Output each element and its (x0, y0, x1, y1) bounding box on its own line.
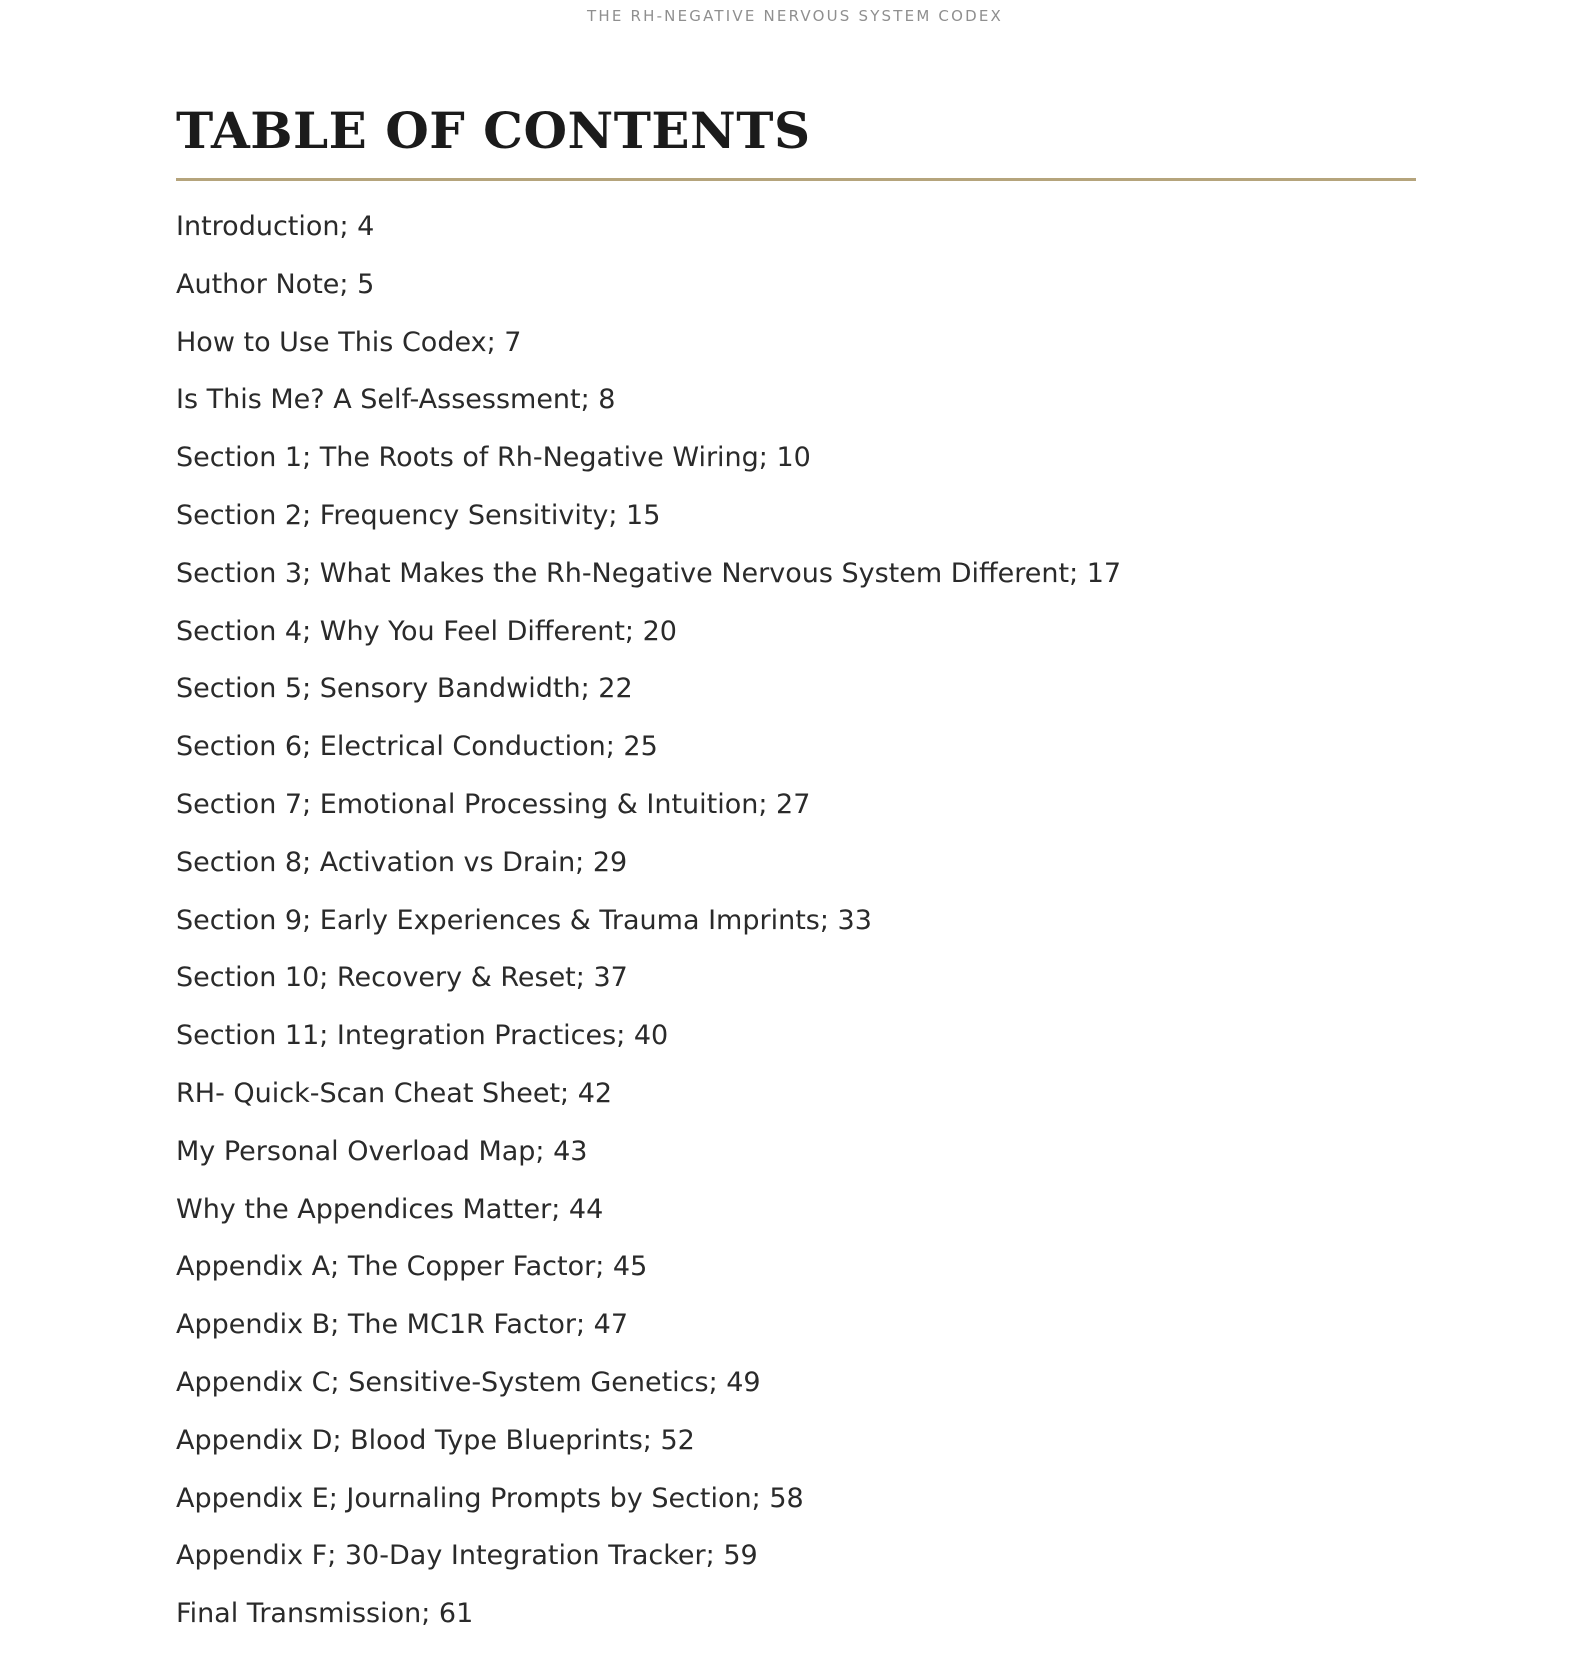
toc-entry-section-3[interactable]: Section 3; What Makes the Rh-Negative Nervous System Different; 17 (176, 557, 1122, 589)
toc-entry-how-to-use[interactable]: How to Use This Codex; 7 (176, 326, 522, 358)
toc-entry-appendix-b[interactable]: Appendix B; The MC1R Factor; 47 (176, 1309, 629, 1341)
toc-entry-section-10[interactable]: Section 10; Recovery & Reset; 37 (176, 962, 628, 994)
toc-entry-section-6[interactable]: Section 6; Electrical Conduction; 25 (176, 731, 658, 763)
toc-entry-quick-scan[interactable]: RH- Quick-Scan Cheat Sheet; 42 (176, 1077, 613, 1109)
toc-entry-section-7[interactable]: Section 7; Emotional Processing & Intuition; 27 (176, 788, 811, 820)
toc-entry-section-2[interactable]: Section 2; Frequency Sensitivity; 15 (176, 499, 661, 531)
toc-entry-section-5[interactable]: Section 5; Sensory Bandwidth; 22 (176, 673, 633, 705)
toc-entry-overload-map[interactable]: My Personal Overload Map; 43 (176, 1135, 588, 1167)
toc-entry-section-9[interactable]: Section 9; Early Experiences & Trauma Imprints; 33 (176, 904, 872, 936)
toc-entry-appendix-a[interactable]: Appendix A; The Copper Factor; 45 (176, 1251, 648, 1283)
running-header: THE RH-NEGATIVE NERVOUS SYSTEM CODEX (586, 7, 1004, 25)
toc-list (176, 198, 1121, 1643)
toc-entry-section-4[interactable]: Section 4; Why You Feel Different; 20 (176, 615, 677, 647)
toc-entry-introduction[interactable]: Introduction; 4 (176, 211, 375, 242)
toc-entry-section-1[interactable]: Section 1; The Roots of Rh-Negative Wiring; 10 (176, 442, 811, 474)
toc-entry-author-note[interactable]: Author Note; 5 (176, 268, 375, 300)
toc-entry-self-assessment[interactable]: Is This Me? A Self-Assessment; 8 (176, 384, 616, 416)
toc-entry-appendix-c[interactable]: Appendix C; Sensitive-System Genetics; 49 (176, 1366, 761, 1398)
toc-entry-section-11[interactable]: Section 11; Integration Practices; 40 (176, 1020, 669, 1052)
toc-entry-appendix-f[interactable]: Appendix F; 30-Day Integration Tracker; 59 (176, 1540, 758, 1572)
toc-entry-appendix-e[interactable]: Appendix E; Journaling Prompts by Section; 58 (176, 1482, 804, 1514)
toc-entry-section-8[interactable]: Section 8; Activation vs Drain; 29 (176, 846, 628, 878)
toc-entry-final-transmission[interactable]: Final Transmission; 61 (176, 1598, 474, 1630)
toc-entry-why-appendices[interactable]: Why the Appendices Matter; 44 (176, 1193, 604, 1225)
page-title: TABLE OF CONTENTS (176, 101, 811, 160)
title-divider (176, 178, 1416, 181)
toc-entry-appendix-d[interactable]: Appendix D; Blood Type Blueprints; 52 (176, 1424, 695, 1456)
